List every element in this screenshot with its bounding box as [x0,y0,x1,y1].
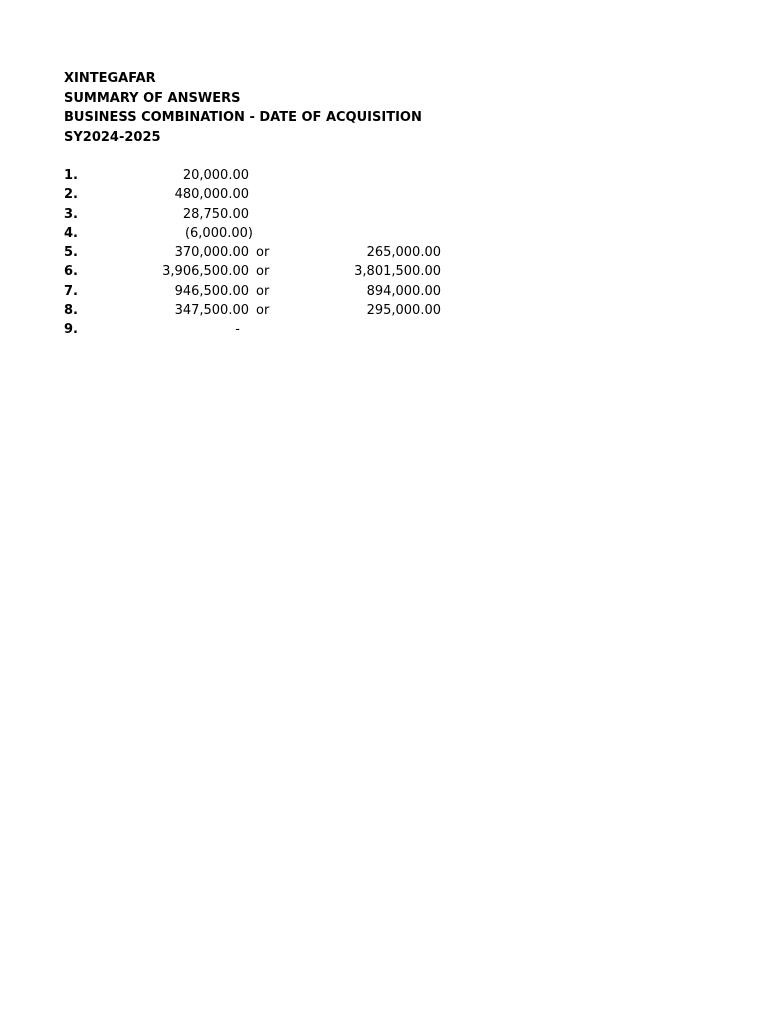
answer-row [64,301,464,320]
answer-number: 7. [64,283,78,299]
answer-value: 347,500.00 [174,303,249,319]
alternate-answer-value: 894,000.00 [366,283,441,299]
answer-number: 3. [64,206,78,222]
answer-number: 9. [64,322,78,338]
answer-value: 946,500.00 [174,283,249,299]
answers-list [64,166,464,340]
document-title: SUMMARY OF ANSWERS [64,90,241,106]
answer-row [64,185,464,204]
or-separator: or [256,283,270,299]
answer-number: 5. [64,245,78,261]
answer-row [64,243,464,262]
answer-number: 1. [64,168,78,183]
answer-number: 2. [64,187,78,203]
document-subtitle: BUSINESS COMBINATION - DATE OF ACQUISITION [64,110,422,125]
answer-value: - [235,322,240,338]
answer-value: 370,000.00 [174,245,249,261]
answer-number: 8. [64,303,78,319]
school-year: SY2024-2025 [64,129,161,145]
answer-value: (6,000.00) [184,225,253,241]
answer-number: 4. [64,225,78,241]
answer-number: 6. [64,264,78,280]
answer-value: 28,750.00 [182,206,249,222]
answer-row [64,224,464,243]
answer-row [64,205,464,224]
answer-value: 3,906,500.00 [162,264,249,280]
or-separator: or [256,264,270,280]
answer-row [64,262,464,281]
answer-value: 20,000.00 [182,168,249,183]
alternate-answer-value: 295,000.00 [366,303,441,319]
answer-value: 480,000.00 [174,187,249,203]
alternate-answer-value: 3,801,500.00 [354,264,441,280]
company-name: XINTEGAFAR [64,71,156,86]
alternate-answer-value: 265,000.00 [366,245,441,261]
document-header [64,69,422,147]
or-separator: or [256,245,270,261]
answer-row [64,166,464,185]
answer-row [64,282,464,301]
or-separator: or [256,303,270,319]
answer-row [64,320,464,339]
